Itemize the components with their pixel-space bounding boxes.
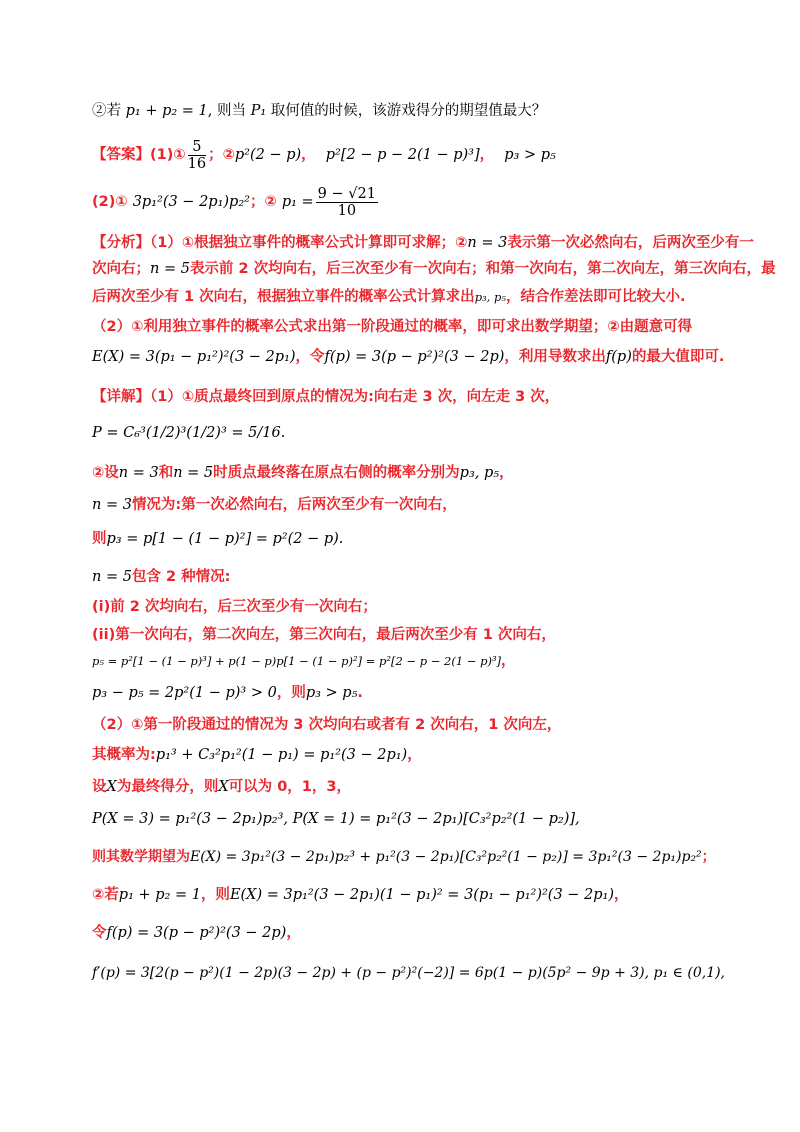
- answer-sep: ；②: [208, 147, 235, 163]
- detail-text: .: [357, 685, 363, 701]
- detail-line-3: [92, 462, 730, 484]
- detail-math: P = C₆³(1/2)³(1/2)³ = 5/16.: [92, 425, 286, 441]
- detail-math: E(X) = 3p₁²(3 − 2p₁)p₂³ + p₁²(3 − 2p₁)[C₃²p₂²(1 − p₂)] = 3p₁²(3 − 2p₁)p₂²: [190, 849, 702, 865]
- detail-line-2: [92, 418, 730, 448]
- detail-line-14: [92, 808, 730, 830]
- detail-line-8: [92, 624, 730, 646]
- answer-line-1: [92, 138, 730, 172]
- detail-math: p₃ − p₅ = 2p²(1 − p)³ > 0: [92, 685, 277, 701]
- detail-line-16: [92, 884, 730, 906]
- analysis-text: 次向右；: [92, 261, 150, 277]
- detail-text: ，: [407, 747, 422, 763]
- detail-text: (ii)第一次向右，第二次向左，第三次向右，最后两次至少有 1 次向右，: [92, 627, 556, 643]
- detail-text: 和: [158, 465, 174, 481]
- analysis-text: 的最大值即可.: [631, 349, 725, 365]
- detail-text: 情况为:第一次必然向右，后两次至少有一次向右，: [131, 497, 457, 513]
- analysis-line-3: [92, 286, 730, 308]
- answer-label-2: (2)①: [92, 194, 128, 210]
- analysis-text: （1）①根据独立事件的概率公式计算即可求解；②: [150, 235, 468, 251]
- analysis-math: p₃, p₅: [474, 290, 506, 304]
- detail-text: (i)前 2 次均向右，后三次至少有一次向右；: [92, 599, 377, 615]
- analysis-math: f(p): [605, 349, 632, 365]
- detail-text: 令: [92, 925, 107, 941]
- detail-text: 包含 2 种情况:: [131, 569, 231, 585]
- analysis-line-1: [92, 232, 754, 254]
- detail-text: 则其数学期望为: [92, 849, 190, 865]
- analysis-text: 表示前 2 次均向右，后三次至少有一次向右；和第一次向右，第二次向左，第三次向右，最: [189, 261, 776, 277]
- detail-text: ；: [701, 849, 716, 865]
- detail-line-5: [92, 528, 730, 550]
- detail-line-11: [92, 714, 730, 736]
- detail-math: f(p) = 3(p − p²)²(3 − 2p): [106, 925, 287, 941]
- detail-text: ，则: [200, 887, 230, 903]
- detail-text: 设: [92, 779, 107, 795]
- detail-text: （2）①第一阶段通过的情况为 3 次均向右或者有 2 次向右，1 次向左，: [92, 717, 562, 733]
- analysis-text: ，令: [295, 349, 325, 365]
- detail-line-7: [92, 596, 730, 618]
- analysis-math: n = 5: [150, 261, 190, 277]
- detail-text: 则: [92, 531, 107, 547]
- detail-math: X: [218, 779, 229, 795]
- analysis-math: f(p) = 3(p − p²)²(3 − 2p): [324, 349, 505, 365]
- question-line: [92, 100, 730, 122]
- detail-math: n = 5: [173, 465, 214, 481]
- answer-sep: ，: [479, 147, 495, 163]
- answer-sep: ；②: [249, 194, 277, 210]
- answer-p1-lhs: p₁ =: [281, 194, 314, 210]
- detail-math: p₁³ + C₃²p₁²(1 − p₁) = p₁²(3 − 2p₁): [155, 747, 408, 763]
- detail-math: p₃ = p[1 − (1 − p)²] = p²(2 − p).: [106, 531, 344, 547]
- detail-math: n = 3: [92, 497, 132, 513]
- question-variable: P₁: [250, 103, 267, 119]
- detail-math: p₅ = p²[1 − (1 − p)³] + p(1 − p)p[1 − (1 − p)²] = p²[2 − p − 2(1 − p)³]: [92, 654, 502, 668]
- answer-expectation: 3p₁²(3 − 2p₁)p₂²: [132, 194, 250, 210]
- detail-line-12: [92, 744, 730, 766]
- detail-text: 为最终得分，则: [116, 779, 219, 795]
- answer-p5: p²[2 − p − 2(1 − p)³]: [325, 147, 480, 163]
- detail-math: X: [106, 779, 117, 795]
- detail-math: E(X) = 3p₁²(3 − 2p₁)(1 − p₁)² = 3(p₁ − p₁²)²(3 − 2p₁): [229, 887, 615, 903]
- detail-line-10: [92, 682, 730, 704]
- detail-math: P(X = 3) = p₁²(3 − 2p₁)p₂³, P(X = 1) = p₁²(3 − 2p₁)[C₃²p₂²(1 − p₂)],: [92, 811, 580, 827]
- answer-line-2: [92, 184, 730, 220]
- answer-fraction: $\frac{5}{16}$: [187, 138, 207, 172]
- detail-text: 可以为 0，1，3，: [228, 779, 351, 795]
- detail-math: p₁ + p₂ = 1: [118, 887, 201, 903]
- answer-label: 【答案】(1)①: [92, 147, 186, 163]
- analysis-line-5: [92, 346, 730, 368]
- analysis-label: 【分析】: [92, 235, 150, 251]
- detail-line-9: [92, 650, 730, 672]
- detail-text: ，: [286, 925, 301, 941]
- detail-line-17: [92, 922, 730, 944]
- detail-text: ②设: [92, 465, 119, 481]
- detail-line-4: [92, 494, 730, 516]
- detail-math: n = 3: [118, 465, 159, 481]
- answer-compare: p₃ > p₅: [504, 147, 556, 163]
- analysis-text: 表示第一次必然向右，后两次至少有一: [507, 235, 754, 251]
- detail-text: ，: [501, 653, 516, 669]
- analysis-text: ，结合作差法即可比较大小.: [505, 289, 686, 305]
- analysis-line-4: [92, 316, 730, 338]
- detail-line-1: [92, 386, 730, 408]
- detail-line-13: [92, 776, 730, 798]
- answer-p3: p²(2 − p): [234, 147, 302, 163]
- detail-text: ，: [614, 887, 629, 903]
- detail-math: p₃ > p₅: [305, 685, 358, 701]
- question-mid: , 则当: [207, 103, 251, 119]
- detail-text: ，则: [276, 685, 306, 701]
- detail-line-6: [92, 566, 730, 588]
- answer-p1-fraction: $\frac{9 - √21}{10}$: [317, 185, 376, 219]
- detail-text: ②若: [92, 887, 119, 903]
- question-condition: p₁ + p₂ = 1: [125, 103, 208, 119]
- detail-math: n = 5: [92, 569, 132, 585]
- detail-text: ，: [499, 465, 514, 481]
- detail-math: p₃, p₅: [459, 465, 500, 481]
- detail-text: 时质点最终落在原点右侧的概率分别为: [213, 465, 460, 481]
- question-prefix: ②若: [92, 103, 126, 119]
- analysis-math: E(X) = 3(p₁ − p₁²)²(3 − 2p₁): [92, 349, 296, 365]
- question-suffix: 取何值的时候，该游戏得分的期望值最大？: [266, 103, 547, 119]
- detail-text: 其概率为:: [92, 747, 156, 763]
- analysis-text: （2）①利用独立事件的概率公式求出第一阶段通过的概率，即可求出数学期望；②由题意可得: [92, 319, 693, 335]
- analysis-line-2: [92, 258, 776, 280]
- detail-line-18: [92, 962, 730, 984]
- detail-math: f′(p) = 3[2(p − p²)(1 − 2p)(3 − 2p) + (p − p²)²(−2)] = 6p(1 − p)(5p² − 9p + 3), p₁ ∈ (0,1),: [92, 965, 726, 981]
- detail-text: 【详解】（1）①质点最终回到原点的情况为:向右走 3 次，向左走 3 次，: [92, 389, 560, 405]
- analysis-math: n = 3: [467, 235, 508, 251]
- analysis-text: ，利用导数求出: [504, 349, 606, 365]
- answer-sep: ，: [301, 147, 316, 163]
- detail-line-15: [92, 846, 730, 868]
- analysis-text: 后两次至少有 1 次向右，根据独立事件的概率公式计算求出: [92, 289, 475, 305]
